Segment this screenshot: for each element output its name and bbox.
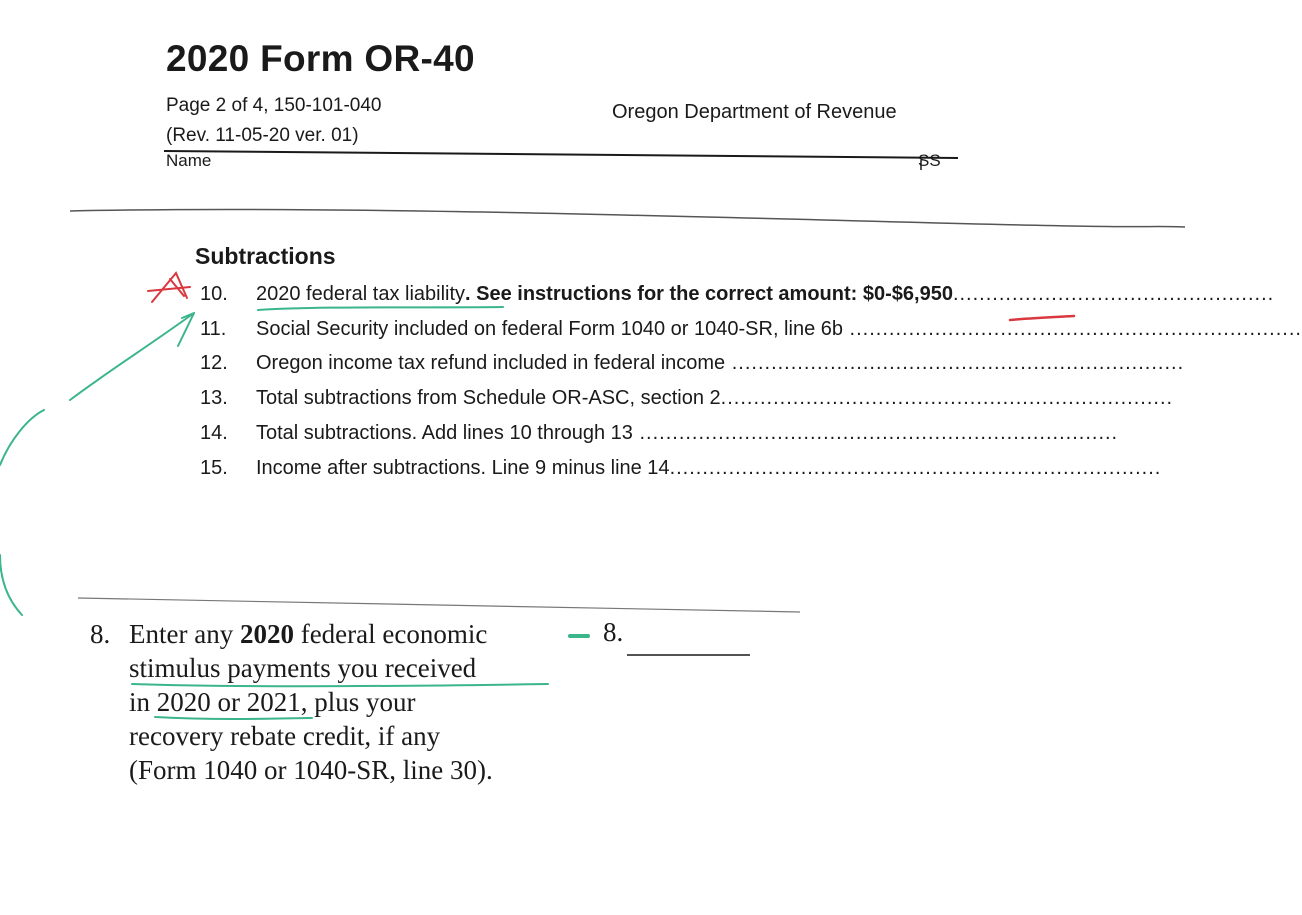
leader-dots: ..................................................................... (843, 318, 1302, 340)
question-number: 8. (90, 619, 111, 649)
red-star-mark (148, 273, 190, 302)
line-text: Total subtractions from Schedule OR-ASC, section 2 (256, 387, 721, 409)
question-line-4: recovery rebate credit, if any (129, 721, 441, 751)
cut-edge-bottom (78, 598, 800, 612)
line-number: 13. (200, 387, 228, 409)
leader-dots: ................................................. (952, 283, 1275, 305)
form-title: 2020 Form OR-40 (166, 38, 475, 79)
name-label: Name (166, 151, 212, 170)
leader-dots: ..................................................................... (720, 387, 1174, 409)
revision-info: (Rev. 11-05-20 ver. 01) (166, 125, 359, 146)
question-bold-year: 2020 (239, 619, 294, 649)
department-name: Oregon Department of Revenue (612, 101, 897, 123)
leader-dots: ........................................................................... (669, 457, 1162, 479)
green-underline-years (155, 717, 312, 719)
line-text: 2020 federal tax liability (256, 283, 466, 305)
line-number: 15. (200, 457, 228, 479)
line-number: 14. (200, 422, 228, 444)
line-number: 12. (200, 352, 228, 374)
question-line-2: stimulus payments you received (129, 653, 477, 683)
page-info: Page 2 of 4, 150-101-040 (166, 95, 382, 116)
answer-field-label: 8. (603, 617, 624, 647)
name-rule (164, 151, 958, 158)
red-underline-amount (1010, 316, 1074, 320)
green-underline-line10 (258, 307, 503, 310)
question-text-segment: federal economic (293, 619, 488, 649)
subtractions-heading: Subtractions (195, 243, 336, 269)
line-text: Oregon income tax refund included in federal income (256, 352, 726, 374)
green-arrow-line (0, 313, 194, 615)
line-bold-text: . See instructions for the correct amount: $0-$6,950 (465, 283, 953, 305)
ssn-label-fragment: SS (918, 151, 941, 170)
cut-edge-top (70, 209, 1185, 227)
question-line-5: (Form 1040 or 1040-SR, line 30). (129, 755, 493, 785)
leader-dots: ..................................................................... (725, 352, 1185, 374)
leader-dots: ......................................................................... (632, 422, 1119, 444)
line-number: 11. (200, 318, 227, 340)
question-text-segment: Enter any (129, 619, 240, 649)
line-text: Social Security included on federal Form 1040 or 1040-SR, line 6b (256, 318, 843, 340)
line-number: 10. (200, 283, 228, 305)
line-text: Income after subtractions. Line 9 minus line 14 (256, 457, 670, 479)
question-line-3: in 2020 or 2021, plus your (129, 687, 416, 717)
green-underline-stimulus (132, 684, 548, 686)
line-text: Total subtractions. Add lines 10 through 13 (256, 422, 633, 444)
